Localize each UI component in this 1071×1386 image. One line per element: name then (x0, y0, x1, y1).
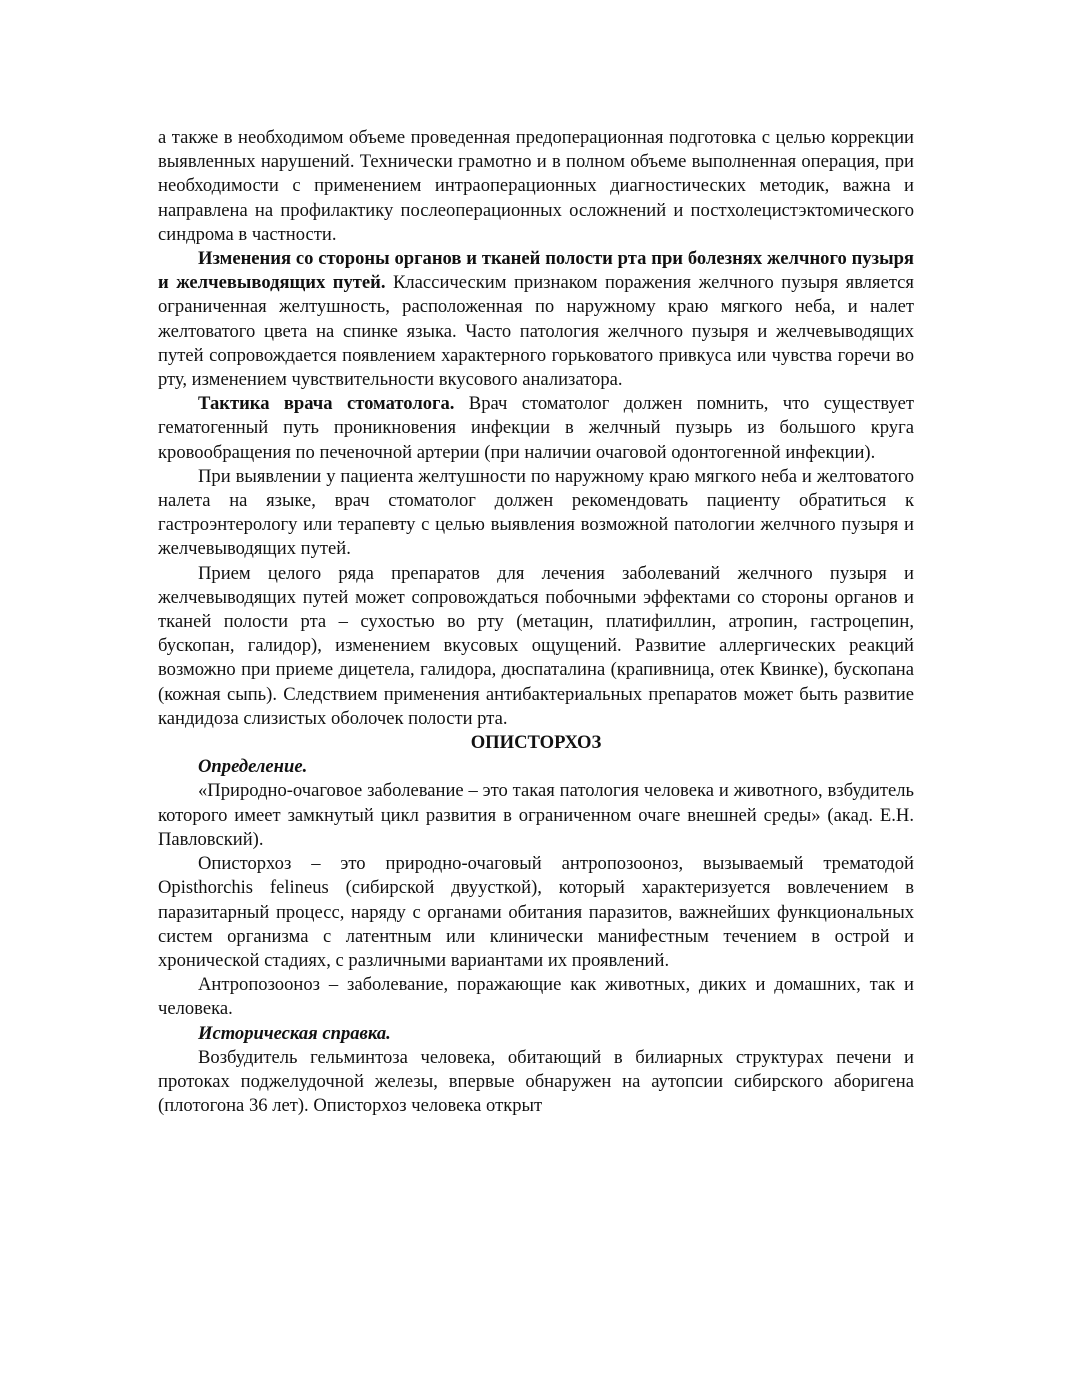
paragraph-drugs: Прием целого ряда препаратов для лечения заболеваний желчного пузыря и желчевыводящих путей может сопровождаться побочными эффектами со стороны органов и тканей полости рта – сухостью во рту (метацин, платифиллин, атропин, гастроцепин, бускопан, галидор), изменением вкусовых ощущений. Развитие аллергических реакций возможно при приеме дицетела, галидора, дюспаталина (крапивница, отек Квинке), бускопана (кожная сыпь). Следствием применения антибактериальных препаратов может быть развитие кандидоза слизистых оболочек полости рта. (158, 562, 914, 729)
paragraph-definition-quote: «Природно-очаговое заболевание – это такая патология человека и животного, взбудитель которого имеет замкнутый цикл развития в ограниченном очаге внешней среды» (акад. Е.Н. Павловский). (158, 780, 914, 850)
oral-changes-title: Изменения со стороны органов и тканей полости рта при болезнях желчного пузыря и желчевыводящих путей. (158, 248, 914, 294)
oral-changes-text: Классическим признаком поражения желчного пузыря является ограниченная желтушность, расположенная по наружному краю мягкого неба, и налет желтоватого цвета на спинке языка. Часто патология желчного пузыря и желчевыводящих путей сопровождается появлением характерного горьковатого привкуса или чувства горечи во рту, изменением чувствительности вкусового анализатора. (158, 272, 914, 391)
paragraph-continuation: а также в необходимом объеме проведенная предоперационная подготовка с целью коррекции выявленных нарушений. Технически грамотно и в полном объеме выполненная операция, при необходимости с применением интраоперационных диагностических методик, важна и направлена на профилактику послеоперационных осложнений и постхолецистэктомического синдрома в частности. (158, 127, 914, 245)
tactics-title: Тактика врача стоматолога. (198, 393, 455, 415)
subheading-history-row (158, 1022, 914, 1046)
paragraph-history: Возбудитель гельминтоза человека, обитающий в билиарных структурах печени и протоках поджелудочной железы, впервые обнаружен на аутопсии сибирского аборигена (плотогона 36 лет). Описторхоз человека открыт (158, 1046, 914, 1117)
subheading-definition-row (158, 755, 914, 779)
subheading-history: Историческая справка. (198, 1022, 391, 1044)
paragraph-opisthorchiasis: Описторхоз – это природно-очаговый антропозооноз, вызываемый трематодой Opisthorchis felineus (сибирской двуусткой), который характеризуется вовлечением в паразитарный процесс, наряду с органами обитания паразитов, важнейших функциональных систем организма с латентным или клинически манифестным течением в острой и хронической стадиях, с различными вариантами их проявлений. (158, 853, 914, 971)
tactics-text: Врач стоматолог должен помнить, что существует гематогенный путь проникновения инфекции в желчный пузырь из большого круга кровообращения по печеночной артерии (при наличии очаговой одонтогенной инфекции). (158, 393, 914, 463)
paragraph-detection: При выявлении у пациента желтушности по наружному краю мягкого неба и желтоватого налета на языке, врач стоматолог должен рекомендовать пациенту обратиться к гастроэнтерологу или терапевту с целью выявления возможной патологии желчного пузыря и желчевыводящих путей. (158, 465, 914, 560)
paragraph-anthropozoonosis: Антропозооноз – заболевание, поражающие как животных, диких и домашних, так и человека. (158, 974, 914, 1020)
paragraph-oral-changes (158, 247, 914, 392)
subheading-definition: Определение. (198, 756, 308, 778)
document-page (158, 126, 914, 1118)
paragraph-tactics (158, 392, 914, 465)
section-heading-opisthorchiasis: ОПИСТОРХОЗ (470, 732, 602, 754)
